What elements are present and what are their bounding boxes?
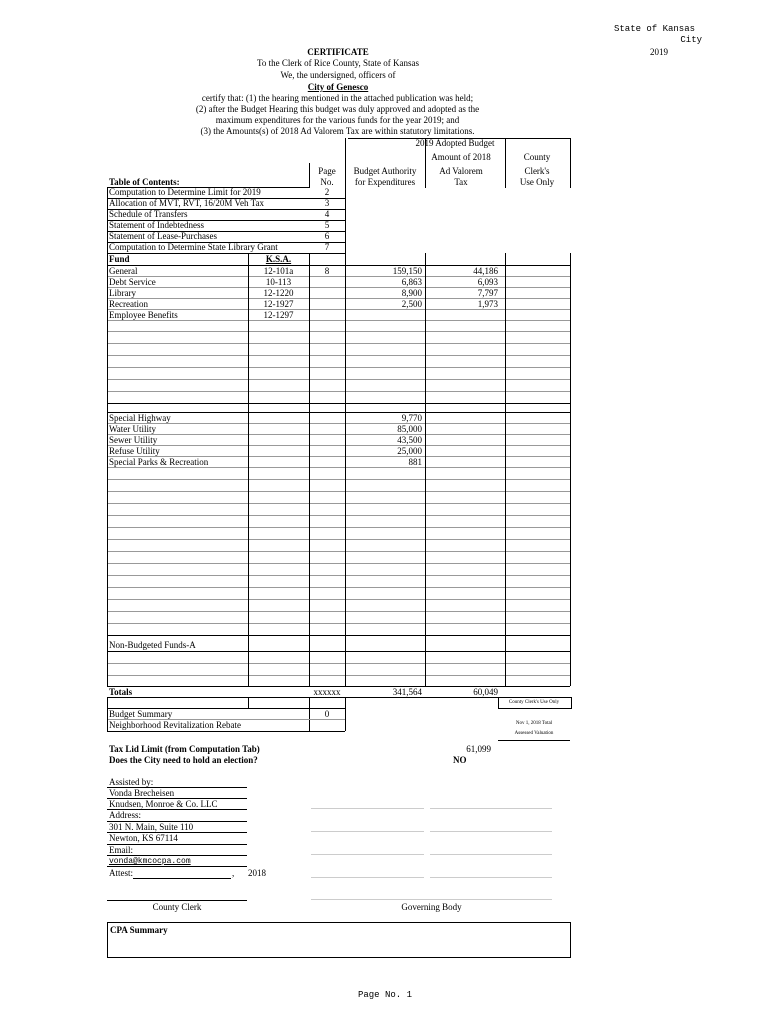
- fund-name: Debt Service: [109, 277, 156, 287]
- certificate-line1: To the Clerk of Rice County, State of Kansas: [256, 58, 419, 68]
- fund-ksa: 12-1220: [263, 288, 294, 298]
- assisted-name: Vonda Brecheisen: [109, 788, 175, 798]
- cpa-summary-box: [107, 922, 571, 958]
- other-fund-budget: 85,000: [397, 424, 422, 434]
- fund-tax: 6,093: [477, 277, 498, 287]
- amount-header-3: Tax: [454, 177, 468, 187]
- assisted-heading: Assisted by:: [109, 777, 154, 787]
- election-question: Does the City need to hold an election?: [109, 755, 258, 765]
- certify-line2: (2) after the Budget Hearing this budget was duly approved and adopted as the: [195, 104, 480, 114]
- attest-year: 2018: [248, 868, 266, 878]
- fund-ksa: 10-113: [265, 277, 292, 287]
- certificate-line2: We, the undersigned, officers of: [280, 70, 396, 80]
- totals-budget: 341,564: [392, 687, 422, 697]
- fund-ksa: 12-1297: [263, 310, 294, 320]
- toc-item: Schedule of Transfers: [109, 209, 188, 219]
- fund-budget: 2,500: [401, 299, 422, 309]
- county-clerk-label: County Clerk: [152, 902, 202, 912]
- toc-page: 2: [324, 187, 330, 197]
- budget-authority-header-2: for Expenditures: [354, 177, 416, 187]
- city-line: City: [680, 35, 702, 45]
- other-fund-budget: 881: [408, 457, 422, 467]
- ksa-header: K.S.A.: [265, 254, 292, 264]
- other-fund-budget: 43,500: [397, 435, 422, 445]
- fund-budget: 8,900: [401, 288, 422, 298]
- cpa-summary-label: CPA Summary: [110, 925, 168, 935]
- fund-name: Library: [109, 288, 136, 298]
- toc-item: Allocation of MVT, RVT, 16/20M Veh Tax: [109, 198, 264, 208]
- county-header-3: Use Only: [519, 177, 555, 187]
- other-fund-budget: 9,770: [401, 413, 422, 423]
- fund-page: 8: [324, 266, 330, 276]
- certify-line1: certify that: (1) the hearing mentioned in the attached publication was held;: [201, 93, 474, 103]
- toc-page: 3: [324, 198, 330, 208]
- toc-item: Statement of Lease-Purchases: [109, 231, 217, 241]
- non-budgeted-label: Non-Budgeted Funds-A: [109, 640, 196, 650]
- totals-label: Totals: [109, 687, 133, 697]
- other-fund-name: Water Utility: [109, 424, 157, 434]
- county-header-1: County: [523, 152, 551, 162]
- fund-tax: 44,186: [473, 266, 498, 276]
- budget-authority-header-1: Budget Authority: [353, 166, 417, 176]
- city-name: City of Genesco: [307, 82, 369, 92]
- certificate-title: CERTIFICATE: [307, 47, 369, 57]
- certify-line3: maximum expenditures for the various funds for the year 2019; and: [215, 115, 460, 125]
- header-year: 2019: [650, 47, 668, 57]
- amount-header-1: Amount of 2018: [431, 152, 491, 162]
- email-label: Email:: [109, 845, 133, 855]
- other-fund-name: Special Parks & Recreation: [109, 457, 209, 467]
- toc-item: Statement of Indebtedness: [109, 220, 204, 230]
- fund-budget: 159,150: [392, 266, 422, 276]
- attest-label: Attest:: [109, 868, 133, 878]
- toc-page: 6: [324, 231, 330, 241]
- toc-heading: Table of Contents:: [109, 177, 180, 187]
- fund-ksa: 12-101a: [263, 266, 294, 276]
- fund-name: Employee Benefits: [109, 310, 178, 320]
- fund-name: General: [109, 266, 138, 276]
- page-no-header-2: No.: [320, 177, 334, 187]
- address-label: Address:: [109, 810, 141, 820]
- attest-sep: ,: [232, 868, 235, 878]
- fund-budget: 6,863: [401, 277, 422, 287]
- valuation-label-1: Nov 1, 2018 Total: [515, 721, 553, 726]
- fund-tax: 1,973: [477, 299, 498, 309]
- governing-body-label: Governing Body: [401, 902, 462, 912]
- toc-page: 5: [324, 220, 330, 230]
- toc-item: Computation to Determine Limit for 2019: [109, 187, 261, 197]
- fund-tax: 7,797: [477, 288, 498, 298]
- county-use-note: County Clerk's Use Only: [508, 700, 560, 705]
- other-fund-name: Special Highway: [109, 413, 171, 423]
- amount-header-2: Ad Valorem: [439, 166, 483, 176]
- email-value[interactable]: vonda@kmcocpa.com: [109, 857, 191, 866]
- address-line2: Newton, KS 67114: [109, 833, 178, 843]
- address-line1: 301 N. Main, Suite 110: [109, 822, 194, 832]
- fund-ksa: 12-1927: [263, 299, 294, 309]
- totals-tax: 60,049: [473, 687, 498, 697]
- fund-header: Fund: [109, 254, 130, 264]
- county-header-2: Clerk's: [524, 166, 550, 176]
- toc-item: Computation to Determine State Library Grant: [109, 242, 278, 252]
- tax-lid-label: Tax Lid Limit (from Computation Tab): [109, 744, 260, 754]
- page-no-header-1: Page: [318, 166, 336, 176]
- valuation-label-2: Assessed Valuation: [514, 731, 554, 736]
- state-line: State of Kansas: [614, 24, 696, 34]
- tax-lid-value: 61,099: [466, 744, 491, 754]
- budget-summary-label: Budget Summary: [109, 709, 173, 719]
- neighborhood-label: Neighborhood Revitalization Rebate: [109, 720, 241, 730]
- toc-page: 4: [324, 209, 330, 219]
- fund-name: Recreation: [109, 299, 148, 309]
- assisted-firm: Knudsen, Monroe & Co. LLC: [109, 799, 218, 809]
- other-fund-budget: 25,000: [397, 446, 422, 456]
- adopted-budget-header: 2019 Adopted Budget: [415, 138, 495, 148]
- other-fund-name: Sewer Utility: [109, 435, 158, 445]
- certify-line4: (3) the Amounts(s) of 2018 Ad Valorem Tax are within statutory limitations.: [200, 126, 475, 136]
- totals-page: xxxxxx: [313, 687, 341, 697]
- other-fund-name: Refuse Utility: [109, 446, 160, 456]
- budget-summary-page: 0: [324, 709, 330, 719]
- toc-page: 7: [324, 242, 330, 252]
- election-answer: NO: [453, 755, 467, 765]
- page-footer: Page No. 1: [357, 990, 412, 1000]
